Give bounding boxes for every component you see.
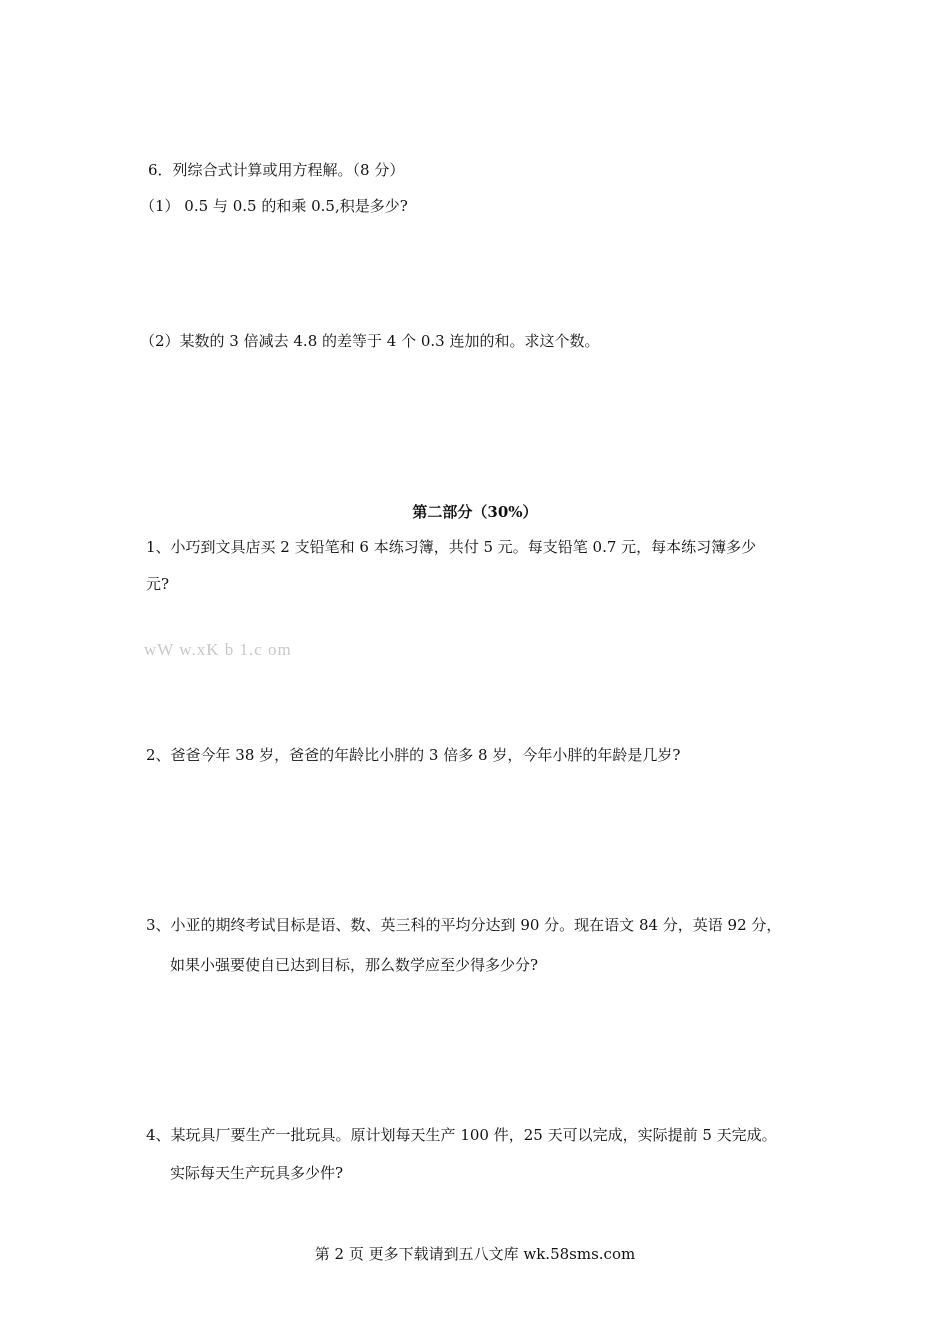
section-2-heading: 第二部分（30%） (412, 503, 538, 521)
problem-3-line-2: 如果小强要使自已达到目标，那么数学应至少得多少分? (170, 956, 539, 974)
problem-3-line-1: 3、小亚的期终考试目标是语、数、英三科的平均分达到 90 分。现在语文 84 分，英语 92 分， (146, 916, 782, 934)
problem-2: 2、爸爸今年 38 岁，爸爸的年龄比小胖的 3 倍多 8 岁，今年小胖的年龄是几岁? (146, 746, 681, 764)
problem-1-line-1: 1、小巧到文具店买 2 支铅笔和 6 本练习簿，共付 5 元。每支铅笔 0.7 元，每本练习簿多少 (146, 538, 757, 556)
page-footer: 第 2 页 更多下载请到五八文库 wk.58sms.com (314, 1245, 636, 1263)
problem-4-line-2: 实际每天生产玩具多少件? (170, 1164, 344, 1182)
watermark-text: wW w.xK b 1.c om (144, 640, 292, 659)
problem-4-line-1: 4、某玩具厂要生产一批玩具。原计划每天生产 100 件，25 天可以完成，实际提前 5 天完成。 (146, 1126, 777, 1144)
question-6-title: 6．列综合式计算或用方程解。（8 分） (148, 161, 405, 179)
question-6-part-2: （2）某数的 3 倍减去 4.8 的差等于 4 个 0.3 连加的和。求这个数。 (140, 332, 600, 350)
question-6-part-1: （1） 0.5 与 0.5 的和乘 0.5,积是多少? (140, 197, 408, 215)
problem-1-line-2: 元? (146, 575, 170, 593)
